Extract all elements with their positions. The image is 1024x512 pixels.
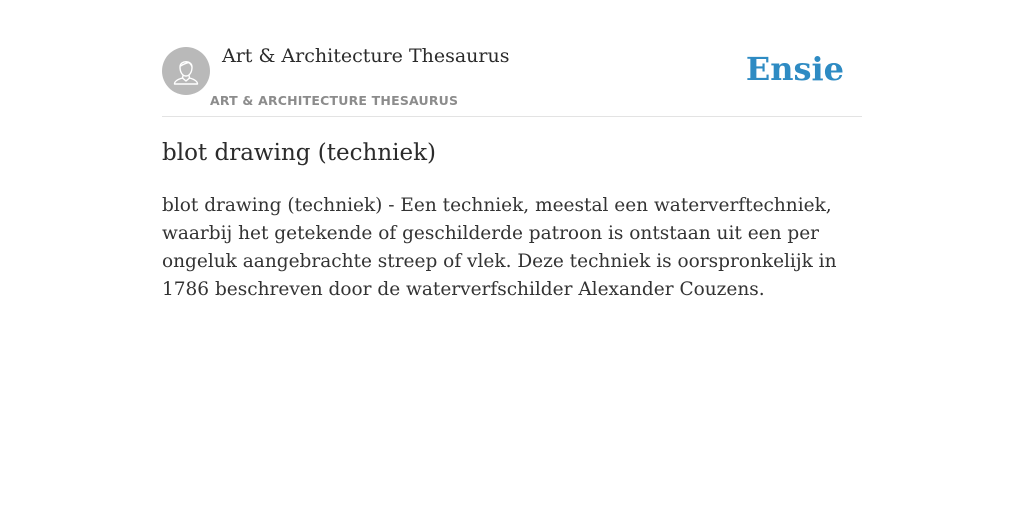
brand-logo[interactable]: Ensie xyxy=(745,50,844,88)
avatar[interactable] xyxy=(162,47,210,95)
definition-card xyxy=(162,0,862,300)
page-title: blot drawing (techniek) xyxy=(162,140,437,166)
author-subtitle: ART & ARCHITECTURE THESAURUS xyxy=(210,93,459,108)
author-name[interactable]: Art & Architecture Thesaurus xyxy=(222,45,510,67)
card-header xyxy=(162,0,862,117)
definition-text: blot drawing (techniek) - Een techniek, meestal een waterverftechniek, waarbij het getekende of geschilderde patroon is ontstaan uit een per ongeluk aangebrachte streep of vlek. Deze techniek is oorspronkelijk in 1786 beschreven door de waterverfschilder Alexander Couzens. xyxy=(162,195,837,300)
user-placeholder-icon xyxy=(162,47,210,95)
